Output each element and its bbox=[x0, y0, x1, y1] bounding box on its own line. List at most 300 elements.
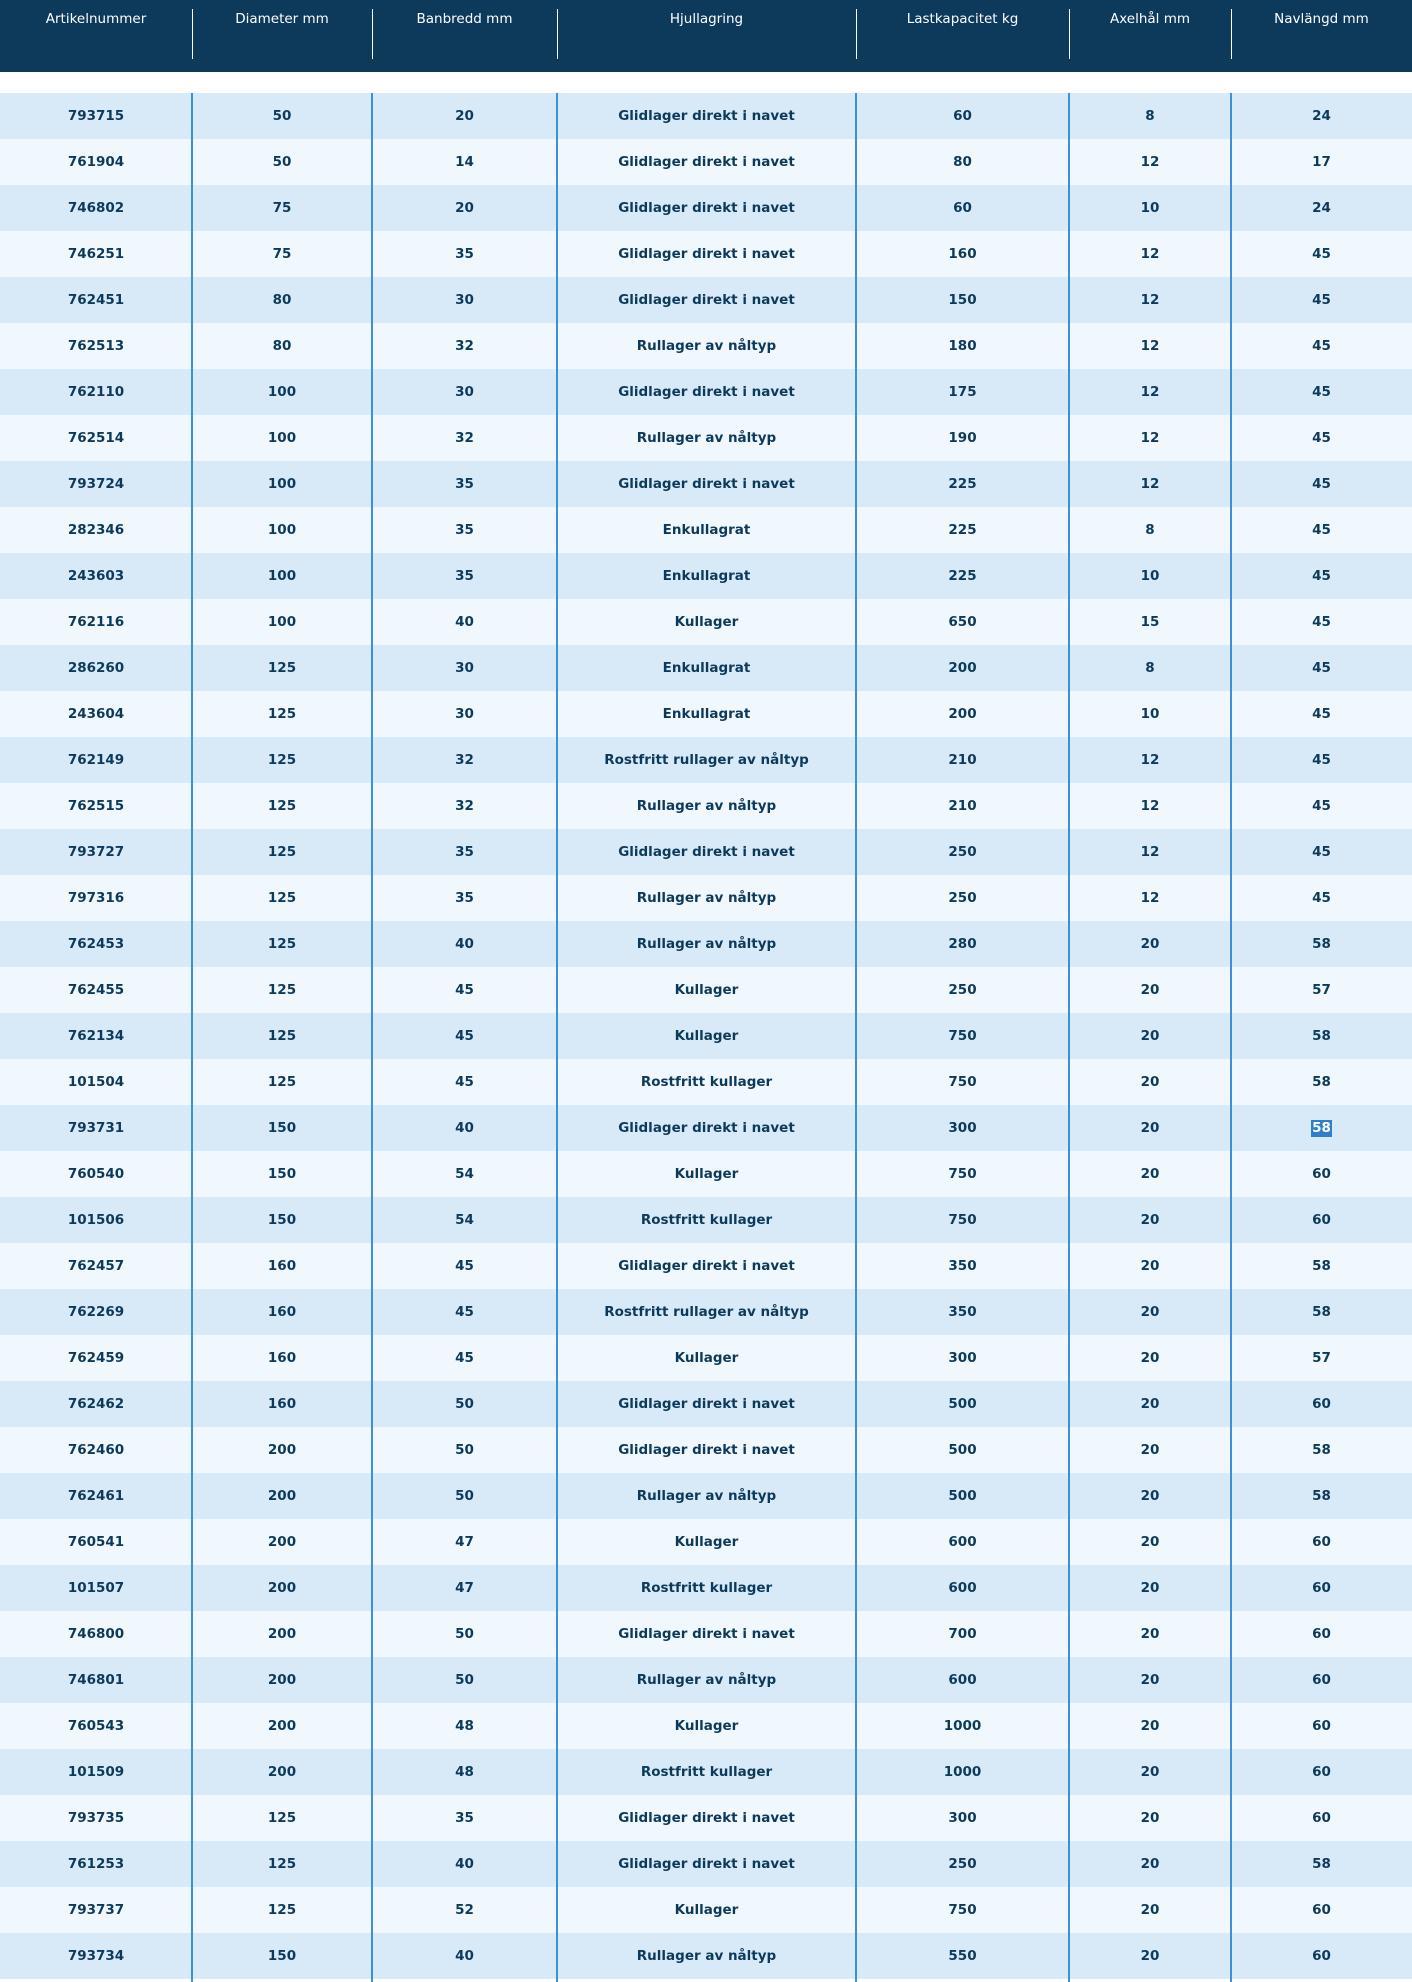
cell-hub-length[interactable] bbox=[1231, 1105, 1412, 1151]
table-row[interactable] bbox=[0, 1197, 1412, 1243]
cell-hub-length[interactable]: 60 bbox=[1312, 1948, 1331, 1964]
cell-track-width[interactable]: 50 bbox=[455, 1488, 474, 1504]
cell-track-width[interactable]: 45 bbox=[455, 1074, 474, 1090]
cell-diameter[interactable]: 200 bbox=[267, 1626, 297, 1642]
cell-diameter[interactable]: 150 bbox=[267, 1120, 297, 1136]
table-row[interactable] bbox=[0, 231, 1412, 277]
table-row[interactable] bbox=[0, 1473, 1412, 1519]
cell-track-width[interactable]: 35 bbox=[455, 246, 474, 262]
cell-load-capacity[interactable]: 60 bbox=[953, 200, 972, 216]
cell-article-number[interactable]: 762460 bbox=[67, 1442, 125, 1458]
cell-hub-length[interactable]: 45 bbox=[1312, 338, 1331, 354]
cell-article-number[interactable]: 761253 bbox=[67, 1856, 125, 1872]
cell-track-width[interactable]: 35 bbox=[455, 476, 474, 492]
table-row[interactable] bbox=[0, 1887, 1412, 1933]
cell-wheel-bearing[interactable]: Rullager av nåltyp bbox=[636, 936, 777, 952]
cell-track-width[interactable]: 50 bbox=[455, 1672, 474, 1688]
cell-load-capacity[interactable]: 650 bbox=[948, 614, 977, 630]
table-row[interactable] bbox=[0, 93, 1412, 139]
cell-diameter[interactable]: 125 bbox=[267, 798, 297, 814]
column-header-axle-hole[interactable]: Axelhål mm bbox=[1109, 11, 1191, 27]
cell-wheel-bearing[interactable]: Glidlager direkt i navet bbox=[618, 292, 795, 308]
cell-wheel-bearing[interactable]: Glidlager direkt i navet bbox=[618, 1258, 795, 1274]
cell-hub-length[interactable]: 45 bbox=[1312, 844, 1331, 860]
cell-track-width[interactable]: 47 bbox=[455, 1534, 474, 1550]
cell-wheel-bearing[interactable]: Glidlager direkt i navet bbox=[618, 154, 795, 170]
cell-hub-length[interactable]: 45 bbox=[1312, 384, 1331, 400]
table-row[interactable] bbox=[0, 783, 1412, 829]
cell-axle-hole[interactable]: 12 bbox=[1140, 338, 1160, 354]
cell-diameter[interactable]: 125 bbox=[267, 1028, 297, 1044]
cell-axle-hole[interactable]: 12 bbox=[1140, 384, 1160, 400]
cell-diameter[interactable]: 100 bbox=[267, 568, 297, 584]
cell-hub-length[interactable]: 58 bbox=[1312, 1074, 1331, 1090]
cell-track-width[interactable]: 35 bbox=[455, 568, 474, 584]
cell-hub-length[interactable]: 24 bbox=[1312, 200, 1331, 216]
cell-diameter[interactable]: 50 bbox=[272, 154, 292, 170]
cell-hub-length[interactable]: 60 bbox=[1312, 1580, 1331, 1596]
cell-wheel-bearing[interactable]: Kullager bbox=[674, 1028, 739, 1044]
cell-load-capacity[interactable]: 300 bbox=[948, 1350, 977, 1366]
cell-wheel-bearing[interactable]: Rullager av nåltyp bbox=[636, 798, 777, 814]
cell-article-number[interactable]: 243603 bbox=[67, 568, 125, 584]
cell-axle-hole[interactable]: 20 bbox=[1140, 1120, 1160, 1136]
cell-load-capacity[interactable]: 550 bbox=[948, 1948, 977, 1964]
cell-diameter[interactable]: 125 bbox=[267, 1074, 297, 1090]
cell-hub-length[interactable]: 58 bbox=[1312, 1258, 1331, 1274]
table-row[interactable] bbox=[0, 1427, 1412, 1473]
cell-hub-length[interactable]: 45 bbox=[1312, 706, 1331, 722]
cell-diameter[interactable]: 100 bbox=[267, 614, 297, 630]
table-row[interactable] bbox=[0, 921, 1412, 967]
cell-track-width[interactable]: 54 bbox=[455, 1166, 474, 1182]
cell-axle-hole[interactable]: 20 bbox=[1140, 1672, 1160, 1688]
cell-wheel-bearing[interactable]: Rullager av nåltyp bbox=[636, 1488, 777, 1504]
cell-wheel-bearing[interactable]: Glidlager direkt i navet bbox=[618, 1442, 795, 1458]
cell-hub-length[interactable]: 60 bbox=[1312, 1212, 1331, 1228]
cell-track-width[interactable]: 45 bbox=[455, 1028, 474, 1044]
cell-load-capacity[interactable]: 750 bbox=[948, 1028, 977, 1044]
cell-article-number[interactable]: 760540 bbox=[67, 1166, 125, 1182]
cell-axle-hole[interactable]: 12 bbox=[1140, 154, 1160, 170]
cell-wheel-bearing[interactable]: Rostfritt rullager av nåltyp bbox=[604, 1304, 809, 1320]
cell-hub-length[interactable]: 45 bbox=[1312, 660, 1331, 676]
table-row[interactable] bbox=[0, 553, 1412, 599]
cell-load-capacity[interactable]: 750 bbox=[948, 1166, 977, 1182]
cell-article-number[interactable]: 793734 bbox=[67, 1948, 125, 1964]
cell-wheel-bearing[interactable]: Rullager av nåltyp bbox=[636, 890, 777, 906]
cell-load-capacity[interactable]: 600 bbox=[948, 1672, 977, 1688]
cell-axle-hole[interactable]: 20 bbox=[1140, 1304, 1160, 1320]
cell-hub-length[interactable]: 45 bbox=[1312, 614, 1331, 630]
cell-track-width[interactable]: 40 bbox=[455, 1856, 474, 1872]
cell-axle-hole[interactable]: 12 bbox=[1140, 246, 1160, 262]
cell-article-number[interactable]: 762459 bbox=[67, 1350, 125, 1366]
cell-track-width[interactable]: 50 bbox=[455, 1626, 474, 1642]
cell-load-capacity[interactable]: 750 bbox=[948, 1074, 977, 1090]
cell-load-capacity[interactable]: 250 bbox=[948, 982, 977, 998]
cell-track-width[interactable]: 32 bbox=[455, 798, 474, 814]
table-row[interactable] bbox=[0, 277, 1412, 323]
cell-hub-length[interactable]: 45 bbox=[1312, 430, 1331, 446]
cell-load-capacity[interactable]: 600 bbox=[948, 1580, 977, 1596]
table-row[interactable] bbox=[0, 1059, 1412, 1105]
cell-wheel-bearing[interactable]: Kullager bbox=[674, 1534, 739, 1550]
cell-hub-length[interactable]: 45 bbox=[1312, 476, 1331, 492]
cell-article-number[interactable]: 762269 bbox=[67, 1304, 125, 1320]
cell-hub-length[interactable]: 60 bbox=[1312, 1672, 1331, 1688]
column-header-wheel-bearing[interactable]: Hjullagring bbox=[669, 11, 744, 27]
cell-article-number[interactable]: 793731 bbox=[67, 1120, 125, 1136]
cell-hub-length[interactable]: 58 bbox=[1312, 936, 1331, 952]
cell-axle-hole[interactable]: 20 bbox=[1140, 982, 1160, 998]
cell-track-width[interactable]: 35 bbox=[455, 890, 474, 906]
cell-wheel-bearing[interactable]: Rostfritt kullager bbox=[640, 1212, 773, 1228]
cell-diameter[interactable]: 160 bbox=[267, 1258, 297, 1274]
cell-wheel-bearing[interactable]: Kullager bbox=[674, 614, 739, 630]
cell-article-number[interactable]: 761904 bbox=[67, 154, 125, 170]
cell-hub-length[interactable]: 60 bbox=[1312, 1166, 1331, 1182]
cell-axle-hole[interactable]: 20 bbox=[1140, 1350, 1160, 1366]
cell-load-capacity[interactable]: 80 bbox=[953, 154, 972, 170]
cell-hub-length[interactable]: 60 bbox=[1312, 1764, 1331, 1780]
cell-track-width[interactable]: 48 bbox=[455, 1718, 474, 1734]
table-row[interactable] bbox=[0, 461, 1412, 507]
cell-hub-length[interactable]: 45 bbox=[1312, 798, 1331, 814]
cell-diameter[interactable]: 75 bbox=[272, 246, 292, 262]
table-row[interactable] bbox=[0, 691, 1412, 737]
cell-track-width[interactable]: 52 bbox=[455, 1902, 474, 1918]
cell-article-number[interactable]: 746802 bbox=[67, 200, 125, 216]
cell-article-number[interactable]: 282346 bbox=[67, 522, 125, 538]
cell-load-capacity[interactable]: 350 bbox=[948, 1258, 977, 1274]
cell-article-number[interactable]: 762116 bbox=[67, 614, 125, 630]
cell-wheel-bearing[interactable]: Glidlager direkt i navet bbox=[618, 844, 795, 860]
cell-axle-hole[interactable]: 20 bbox=[1140, 1488, 1160, 1504]
cell-axle-hole[interactable]: 20 bbox=[1140, 1074, 1160, 1090]
cell-hub-length[interactable]: 45 bbox=[1312, 246, 1331, 262]
table-row[interactable] bbox=[0, 507, 1412, 553]
cell-axle-hole[interactable]: 20 bbox=[1140, 1856, 1160, 1872]
cell-track-width[interactable]: 45 bbox=[455, 982, 474, 998]
cell-axle-hole[interactable]: 10 bbox=[1140, 568, 1160, 584]
cell-article-number[interactable]: 762461 bbox=[67, 1488, 125, 1504]
cell-axle-hole[interactable]: 8 bbox=[1145, 522, 1155, 538]
cell-wheel-bearing[interactable]: Rullager av nåltyp bbox=[636, 1672, 777, 1688]
cell-article-number[interactable]: 760543 bbox=[67, 1718, 125, 1734]
cell-load-capacity[interactable]: 200 bbox=[948, 660, 977, 676]
cell-axle-hole[interactable]: 20 bbox=[1140, 1442, 1160, 1458]
cell-track-width[interactable]: 50 bbox=[455, 1396, 474, 1412]
table-row[interactable] bbox=[0, 1289, 1412, 1335]
column-header-track-width[interactable]: Banbredd mm bbox=[416, 11, 513, 27]
cell-hub-length[interactable]: 60 bbox=[1312, 1810, 1331, 1826]
cell-wheel-bearing[interactable]: Rostfritt kullager bbox=[640, 1074, 773, 1090]
cell-load-capacity[interactable]: 200 bbox=[948, 706, 977, 722]
cell-axle-hole[interactable]: 20 bbox=[1140, 1810, 1160, 1826]
table-row[interactable] bbox=[0, 829, 1412, 875]
cell-article-number[interactable]: 101509 bbox=[67, 1764, 125, 1780]
cell-hub-length[interactable]: 58 bbox=[1312, 1304, 1331, 1320]
cell-hub-length[interactable]: 45 bbox=[1312, 522, 1331, 538]
cell-article-number[interactable]: 762457 bbox=[67, 1258, 125, 1274]
cell-hub-length[interactable]: 45 bbox=[1312, 890, 1331, 906]
cell-track-width[interactable]: 54 bbox=[455, 1212, 474, 1228]
cell-hub-length[interactable]: 17 bbox=[1312, 154, 1331, 170]
cell-track-width[interactable]: 48 bbox=[455, 1764, 474, 1780]
cell-diameter[interactable]: 150 bbox=[267, 1948, 297, 1964]
column-header-hub-length[interactable]: Navlängd mm bbox=[1274, 11, 1369, 27]
cell-axle-hole[interactable]: 12 bbox=[1140, 430, 1160, 446]
cell-hub-length[interactable]: 58 bbox=[1312, 1028, 1331, 1044]
table-row[interactable] bbox=[0, 1243, 1412, 1289]
cell-load-capacity[interactable]: 300 bbox=[948, 1120, 977, 1136]
table-row[interactable] bbox=[0, 1795, 1412, 1841]
cell-wheel-bearing[interactable]: Glidlager direkt i navet bbox=[618, 1810, 795, 1826]
cell-load-capacity[interactable]: 500 bbox=[948, 1442, 977, 1458]
table-row[interactable] bbox=[0, 875, 1412, 921]
cell-track-width[interactable]: 30 bbox=[455, 384, 474, 400]
cell-wheel-bearing[interactable]: Glidlager direkt i navet bbox=[618, 1856, 795, 1872]
cell-wheel-bearing[interactable]: Rullager av nåltyp bbox=[636, 430, 777, 446]
cell-load-capacity[interactable]: 210 bbox=[948, 752, 977, 768]
cell-axle-hole[interactable]: 20 bbox=[1140, 936, 1160, 952]
cell-diameter[interactable]: 125 bbox=[267, 752, 297, 768]
cell-diameter[interactable]: 125 bbox=[267, 1856, 297, 1872]
cell-wheel-bearing[interactable]: Kullager bbox=[674, 1902, 739, 1918]
cell-axle-hole[interactable]: 20 bbox=[1140, 1028, 1160, 1044]
cell-article-number[interactable]: 793737 bbox=[67, 1902, 125, 1918]
cell-article-number[interactable]: 762514 bbox=[67, 430, 125, 446]
cell-diameter[interactable]: 160 bbox=[267, 1350, 297, 1366]
table-row[interactable] bbox=[0, 599, 1412, 645]
cell-wheel-bearing[interactable]: Glidlager direkt i navet bbox=[618, 1626, 795, 1642]
cell-load-capacity[interactable]: 700 bbox=[948, 1626, 977, 1642]
cell-diameter[interactable]: 125 bbox=[267, 706, 297, 722]
cell-wheel-bearing[interactable]: Glidlager direkt i navet bbox=[618, 384, 795, 400]
cell-diameter[interactable]: 100 bbox=[267, 430, 297, 446]
table-row[interactable] bbox=[0, 967, 1412, 1013]
cell-diameter[interactable]: 50 bbox=[272, 108, 292, 124]
cell-article-number[interactable]: 762134 bbox=[67, 1028, 125, 1044]
cell-hub-length[interactable]: 57 bbox=[1312, 982, 1331, 998]
cell-load-capacity[interactable]: 160 bbox=[948, 246, 977, 262]
cell-wheel-bearing[interactable]: Glidlager direkt i navet bbox=[618, 1120, 795, 1136]
cell-hub-length[interactable]: 60 bbox=[1312, 1396, 1331, 1412]
column-header-diameter[interactable]: Diameter mm bbox=[235, 11, 329, 27]
cell-article-number[interactable]: 762451 bbox=[67, 292, 125, 308]
cell-diameter[interactable]: 80 bbox=[272, 292, 292, 308]
cell-track-width[interactable]: 14 bbox=[455, 154, 474, 170]
cell-track-width[interactable]: 45 bbox=[455, 1304, 474, 1320]
table-row[interactable] bbox=[0, 737, 1412, 783]
cell-article-number[interactable]: 760541 bbox=[67, 1534, 125, 1550]
cell-axle-hole[interactable]: 20 bbox=[1140, 1764, 1160, 1780]
cell-load-capacity[interactable]: 60 bbox=[953, 108, 972, 124]
selected-text[interactable]: 58 bbox=[1312, 1120, 1331, 1136]
cell-article-number[interactable]: 101506 bbox=[67, 1212, 125, 1228]
cell-load-capacity[interactable]: 190 bbox=[948, 430, 977, 446]
cell-article-number[interactable]: 762513 bbox=[67, 338, 125, 354]
cell-axle-hole[interactable]: 20 bbox=[1140, 1534, 1160, 1550]
cell-track-width[interactable]: 50 bbox=[455, 1442, 474, 1458]
cell-load-capacity[interactable]: 500 bbox=[948, 1396, 977, 1412]
cell-article-number[interactable]: 101507 bbox=[67, 1580, 125, 1596]
cell-load-capacity[interactable]: 1000 bbox=[943, 1764, 982, 1780]
cell-wheel-bearing[interactable]: Rullager av nåltyp bbox=[636, 1948, 777, 1964]
cell-track-width[interactable]: 32 bbox=[455, 338, 474, 354]
table-row[interactable] bbox=[0, 1013, 1412, 1059]
cell-axle-hole[interactable]: 12 bbox=[1140, 890, 1160, 906]
cell-axle-hole[interactable]: 10 bbox=[1140, 200, 1160, 216]
table-row[interactable] bbox=[0, 1657, 1412, 1703]
table-row[interactable] bbox=[0, 323, 1412, 369]
cell-hub-length[interactable]: 60 bbox=[1312, 1718, 1331, 1734]
cell-diameter[interactable]: 200 bbox=[267, 1764, 297, 1780]
cell-hub-length[interactable]: 45 bbox=[1312, 568, 1331, 584]
cell-wheel-bearing[interactable]: Glidlager direkt i navet bbox=[618, 200, 795, 216]
cell-diameter[interactable]: 150 bbox=[267, 1212, 297, 1228]
cell-load-capacity[interactable]: 250 bbox=[948, 844, 977, 860]
cell-load-capacity[interactable]: 175 bbox=[948, 384, 977, 400]
cell-axle-hole[interactable]: 8 bbox=[1145, 660, 1155, 676]
cell-load-capacity[interactable]: 210 bbox=[948, 798, 977, 814]
cell-article-number[interactable]: 793715 bbox=[67, 108, 125, 124]
cell-article-number[interactable]: 746801 bbox=[67, 1672, 125, 1688]
cell-article-number[interactable]: 746800 bbox=[67, 1626, 125, 1642]
cell-article-number[interactable]: 762455 bbox=[67, 982, 125, 998]
cell-axle-hole[interactable]: 15 bbox=[1140, 614, 1160, 630]
cell-load-capacity[interactable]: 180 bbox=[948, 338, 977, 354]
cell-track-width[interactable]: 30 bbox=[455, 660, 474, 676]
cell-wheel-bearing[interactable]: Enkullagrat bbox=[662, 522, 751, 538]
cell-load-capacity[interactable]: 225 bbox=[948, 568, 977, 584]
cell-article-number[interactable]: 793727 bbox=[67, 844, 125, 860]
column-header-article-number[interactable]: Artikelnummer bbox=[45, 11, 147, 27]
table-row[interactable] bbox=[0, 415, 1412, 461]
cell-hub-length[interactable]: 58 bbox=[1312, 1442, 1331, 1458]
cell-axle-hole[interactable]: 12 bbox=[1140, 476, 1160, 492]
cell-wheel-bearing[interactable]: Glidlager direkt i navet bbox=[618, 246, 795, 262]
cell-diameter[interactable]: 200 bbox=[267, 1442, 297, 1458]
cell-track-width[interactable]: 40 bbox=[455, 1120, 474, 1136]
cell-diameter[interactable]: 150 bbox=[267, 1166, 297, 1182]
cell-diameter[interactable]: 125 bbox=[267, 1810, 297, 1826]
cell-diameter[interactable]: 75 bbox=[272, 200, 292, 216]
cell-axle-hole[interactable]: 20 bbox=[1140, 1902, 1160, 1918]
cell-diameter[interactable]: 100 bbox=[267, 384, 297, 400]
cell-wheel-bearing[interactable]: Enkullagrat bbox=[662, 660, 751, 676]
cell-load-capacity[interactable]: 225 bbox=[948, 476, 977, 492]
cell-article-number[interactable]: 797316 bbox=[67, 890, 125, 906]
cell-track-width[interactable]: 30 bbox=[455, 292, 474, 308]
cell-load-capacity[interactable]: 750 bbox=[948, 1902, 977, 1918]
cell-article-number[interactable]: 286260 bbox=[67, 660, 125, 676]
table-row[interactable] bbox=[0, 1749, 1412, 1795]
cell-wheel-bearing[interactable]: Rullager av nåltyp bbox=[636, 338, 777, 354]
cell-wheel-bearing[interactable]: Glidlager direkt i navet bbox=[618, 108, 795, 124]
cell-track-width[interactable]: 30 bbox=[455, 706, 474, 722]
table-row[interactable] bbox=[0, 1703, 1412, 1749]
cell-article-number[interactable]: 762149 bbox=[67, 752, 125, 768]
cell-axle-hole[interactable]: 20 bbox=[1140, 1580, 1160, 1596]
cell-diameter[interactable]: 200 bbox=[267, 1534, 297, 1550]
cell-diameter[interactable]: 100 bbox=[267, 522, 297, 538]
cell-track-width[interactable]: 32 bbox=[455, 430, 474, 446]
cell-diameter[interactable]: 200 bbox=[267, 1718, 297, 1734]
cell-wheel-bearing[interactable]: Enkullagrat bbox=[662, 568, 751, 584]
cell-wheel-bearing[interactable]: Rostfritt kullager bbox=[640, 1580, 773, 1596]
table-row[interactable] bbox=[0, 139, 1412, 185]
cell-track-width[interactable]: 40 bbox=[455, 614, 474, 630]
table-row[interactable] bbox=[0, 1519, 1412, 1565]
cell-axle-hole[interactable]: 20 bbox=[1140, 1258, 1160, 1274]
cell-hub-length[interactable]: 60 bbox=[1312, 1534, 1331, 1550]
cell-track-width[interactable]: 20 bbox=[455, 108, 474, 124]
cell-axle-hole[interactable]: 20 bbox=[1140, 1166, 1160, 1182]
cell-wheel-bearing[interactable]: Kullager bbox=[674, 1166, 739, 1182]
cell-track-width[interactable]: 47 bbox=[455, 1580, 474, 1596]
cell-diameter[interactable]: 125 bbox=[267, 890, 297, 906]
table-row[interactable] bbox=[0, 369, 1412, 415]
cell-axle-hole[interactable]: 12 bbox=[1140, 798, 1160, 814]
cell-wheel-bearing[interactable]: Enkullagrat bbox=[662, 706, 751, 722]
cell-load-capacity[interactable]: 600 bbox=[948, 1534, 977, 1550]
cell-track-width[interactable]: 45 bbox=[455, 1350, 474, 1366]
cell-diameter[interactable]: 125 bbox=[267, 844, 297, 860]
cell-load-capacity[interactable]: 280 bbox=[948, 936, 977, 952]
cell-hub-length[interactable]: 24 bbox=[1312, 108, 1331, 124]
cell-load-capacity[interactable]: 1000 bbox=[943, 1718, 982, 1734]
cell-axle-hole[interactable]: 20 bbox=[1140, 1948, 1160, 1964]
cell-load-capacity[interactable]: 250 bbox=[948, 890, 977, 906]
cell-wheel-bearing[interactable]: Glidlager direkt i navet bbox=[618, 1396, 795, 1412]
cell-diameter[interactable]: 125 bbox=[267, 936, 297, 952]
cell-track-width[interactable]: 45 bbox=[455, 1258, 474, 1274]
cell-load-capacity[interactable]: 150 bbox=[948, 292, 977, 308]
table-row[interactable] bbox=[0, 185, 1412, 231]
cell-axle-hole[interactable]: 20 bbox=[1140, 1396, 1160, 1412]
cell-axle-hole[interactable]: 20 bbox=[1140, 1212, 1160, 1228]
cell-hub-length[interactable]: 45 bbox=[1312, 752, 1331, 768]
cell-wheel-bearing[interactable]: Kullager bbox=[674, 1350, 739, 1366]
cell-article-number[interactable]: 243604 bbox=[67, 706, 125, 722]
cell-article-number[interactable]: 762110 bbox=[67, 384, 125, 400]
cell-hub-length[interactable]: 60 bbox=[1312, 1902, 1331, 1918]
cell-diameter[interactable]: 160 bbox=[267, 1304, 297, 1320]
cell-load-capacity[interactable]: 500 bbox=[948, 1488, 977, 1504]
cell-hub-length[interactable]: 58 bbox=[1312, 1488, 1331, 1504]
cell-article-number[interactable]: 101504 bbox=[67, 1074, 125, 1090]
cell-track-width[interactable]: 35 bbox=[455, 522, 474, 538]
cell-axle-hole[interactable]: 12 bbox=[1140, 844, 1160, 860]
cell-wheel-bearing[interactable]: Kullager bbox=[674, 1718, 739, 1734]
cell-load-capacity[interactable]: 300 bbox=[948, 1810, 977, 1826]
cell-axle-hole[interactable]: 20 bbox=[1140, 1626, 1160, 1642]
table-row[interactable] bbox=[0, 1105, 1412, 1151]
cell-track-width[interactable]: 35 bbox=[455, 844, 474, 860]
cell-wheel-bearing[interactable]: Kullager bbox=[674, 982, 739, 998]
table-row[interactable] bbox=[0, 1933, 1412, 1979]
cell-track-width[interactable]: 20 bbox=[455, 200, 474, 216]
cell-article-number[interactable]: 793735 bbox=[67, 1810, 125, 1826]
cell-axle-hole[interactable]: 12 bbox=[1140, 292, 1160, 308]
cell-wheel-bearing[interactable]: Rostfritt kullager bbox=[640, 1764, 773, 1780]
table-row[interactable] bbox=[0, 1381, 1412, 1427]
cell-article-number[interactable]: 762453 bbox=[67, 936, 125, 952]
cell-axle-hole[interactable]: 8 bbox=[1145, 108, 1155, 124]
cell-track-width[interactable]: 32 bbox=[455, 752, 474, 768]
